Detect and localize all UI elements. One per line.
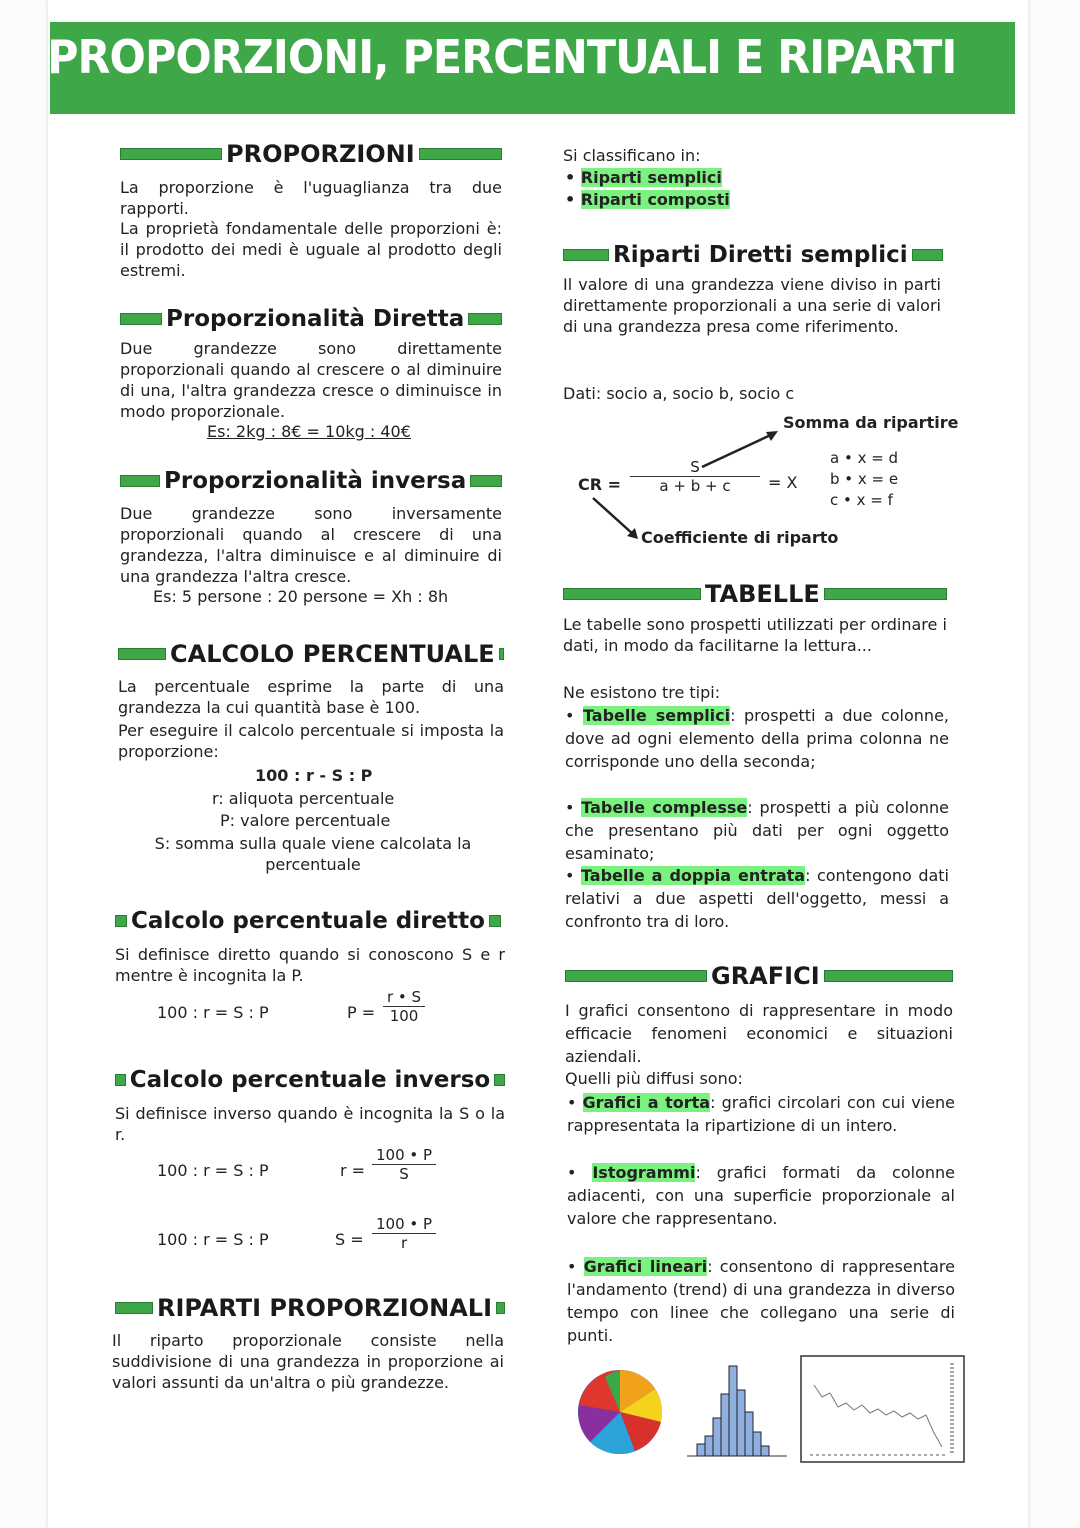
inverso-fraction-1: $\frac{100 • P}{S}$ xyxy=(372,1146,436,1183)
somma-label: Somma da ripartire xyxy=(783,413,959,432)
inverso-fraction-2: $\frac{100 • P}{r}$ xyxy=(372,1215,436,1252)
calcolo-proportion: 100 : r - S : P xyxy=(255,766,373,785)
heading-riparti-diretti-semplici: Riparti Diretti semplici xyxy=(563,242,943,268)
pie-chart-illustration xyxy=(575,1367,665,1457)
diretto-text: Si definisce diretto quando si conoscono S e r mentre è incognita la P. xyxy=(115,945,505,985)
dati-line: Dati: socio a, socio b, socio c xyxy=(563,384,795,403)
line-chart-illustration xyxy=(800,1355,965,1463)
inversa-text: Due grandezze sono inversamente proporzionali quando al crescere di una grandezza, l'altra diminuisce e al diminuire di una grandezza l'altra cresce. xyxy=(120,504,502,586)
cr-fraction: $\frac{S}{a + b + c}$ xyxy=(630,458,760,495)
riparti-text: Il riparto proporzionale consiste nella suddivisione di una grandezza in proporzione ai valori assunti da un'altra o più grandezze. xyxy=(112,1331,504,1392)
eq-a: a • x = d xyxy=(830,449,899,467)
coeff-label: Coefficiente di riparto xyxy=(641,528,839,547)
grafici-item-torta: • Grafici a torta: grafici circolari con cui viene rappresentata la ripartizione di un intero. xyxy=(567,1093,955,1135)
cr-equals-x: = X xyxy=(768,473,798,492)
diretti-text: Il valore di una grandezza viene diviso in parti direttamente proporzionali a una serie di valori di una grandezza presa come riferimento. xyxy=(563,275,941,336)
heading-riparti-proporzionali: RIPARTI PROPORZIONALI xyxy=(115,1294,505,1322)
grafici-item-istogrammi: • Istogrammi: grafici formati da colonne adiacenti, con una superficie proporzionale al valore che rappresentano. xyxy=(567,1163,956,1228)
bullet-riparti-composti: • Riparti composti xyxy=(565,190,730,209)
arrow-to-coefficiente xyxy=(590,495,642,543)
eq-c: c • x = f xyxy=(830,491,893,509)
grafici-diffusi: Quelli più diffusi sono: xyxy=(565,1069,743,1088)
diretta-example: Es: 2kg : 8€ = 10kg : 40€ xyxy=(207,422,411,441)
proporzioni-definition: La proporzione è l'uguaglianza tra due rapporti. xyxy=(120,178,502,218)
heading-proporzionalita-inversa: Proporzionalità inversa xyxy=(120,468,502,494)
diretto-proportion: 100 : r = S : P xyxy=(157,1003,269,1022)
heading-grafici: GRAFICI xyxy=(565,962,953,990)
cr-label: CR = xyxy=(578,475,622,494)
grafici-intro: I grafici consentono di rappresentare in modo efficacie fenomeni economici e situazioni aziendali. xyxy=(565,1001,953,1066)
eq-b: b • x = e xyxy=(830,470,899,488)
inverso-lhs-1: r = xyxy=(340,1161,366,1180)
heading-calcolo-inverso: Calcolo percentuale inverso xyxy=(115,1067,505,1093)
heading-proporzionalita-diretta: Proporzionalità Diretta xyxy=(120,306,502,332)
tabelle-intro: Le tabelle sono prospetti utilizzati per ordinare i dati, in modo da facilitarne la lettura... xyxy=(563,615,947,655)
bullet-riparti-semplici: • Riparti semplici xyxy=(565,168,722,187)
heading-calcolo-diretto: Calcolo percentuale diretto xyxy=(115,908,505,934)
heading-calcolo-percentuale: CALCOLO PERCENTUALE xyxy=(118,640,504,668)
arrow-to-somma xyxy=(700,425,785,470)
legend-r: r: aliquota percentuale xyxy=(212,789,395,808)
tabelle-tipi: Ne esistono tre tipi: xyxy=(563,683,721,702)
diretta-text: Due grandezze sono direttamente proporzionali quando al crescere o al diminuire di una, l'altra grandezza cresce o diminuisce in modo proporzionale. xyxy=(120,339,502,421)
proporzioni-property: La proprietà fondamentale delle proporzioni è: il prodotto dei medi è uguale al prodotto degli estremi. xyxy=(120,219,502,280)
inverso-lhs-2: S = xyxy=(335,1230,364,1249)
tabelle-item-complesse: • Tabelle complesse: prospetti a più colonne che presentano più dati per ogni oggetto esaminato; xyxy=(565,798,949,863)
inverso-proportion-1: 100 : r = S : P xyxy=(157,1161,269,1180)
legend-p: P: valore percentuale xyxy=(220,811,391,830)
grafici-item-lineari: • Grafici lineari: consentono di rappresentare l'andamento (trend) di una grandezza in diverso tempo con linee che collegano una serie di punti. xyxy=(567,1257,955,1345)
calcolo-procedure: Per eseguire il calcolo percentuale si imposta la proporzione: xyxy=(118,721,504,761)
heading-proporzioni: PROPORZIONI xyxy=(120,140,502,168)
inversa-example: Es: 5 persone : 20 persone = Xh : 8h xyxy=(153,587,449,606)
legend-s: S: somma sulla quale viene calcolata la percentuale xyxy=(154,834,472,874)
histogram-illustration xyxy=(683,1360,791,1460)
tabelle-item-doppia-entrata: • Tabelle a doppia entrata: contengono dati relativi a due aspetti dell'oggetto, messi a confronto tra di loro. xyxy=(565,866,950,931)
classificano-label: Si classificano in: xyxy=(563,146,701,165)
diretto-fraction: $\frac{r • S}{100}$ xyxy=(383,988,425,1025)
tabelle-item-semplici: • Tabelle semplici: prospetti a due colonne, dove ad ogni elemento della prima colonna ne corrisponde uno della seconda; xyxy=(565,706,949,771)
page-title: PROPORZIONI, PERCENTUALI E RIPARTI xyxy=(47,30,957,84)
heading-tabelle: TABELLE xyxy=(563,580,947,608)
inverso-text: Si definisce inverso quando è incognita la S o la r. xyxy=(115,1104,505,1144)
calcolo-definition: La percentuale esprime la parte di una grandezza la cui quantità base è 100. xyxy=(118,677,504,717)
diretto-lhs: P = xyxy=(347,1003,376,1022)
title-banner xyxy=(47,22,1015,114)
inverso-proportion-2: 100 : r = S : P xyxy=(157,1230,269,1249)
